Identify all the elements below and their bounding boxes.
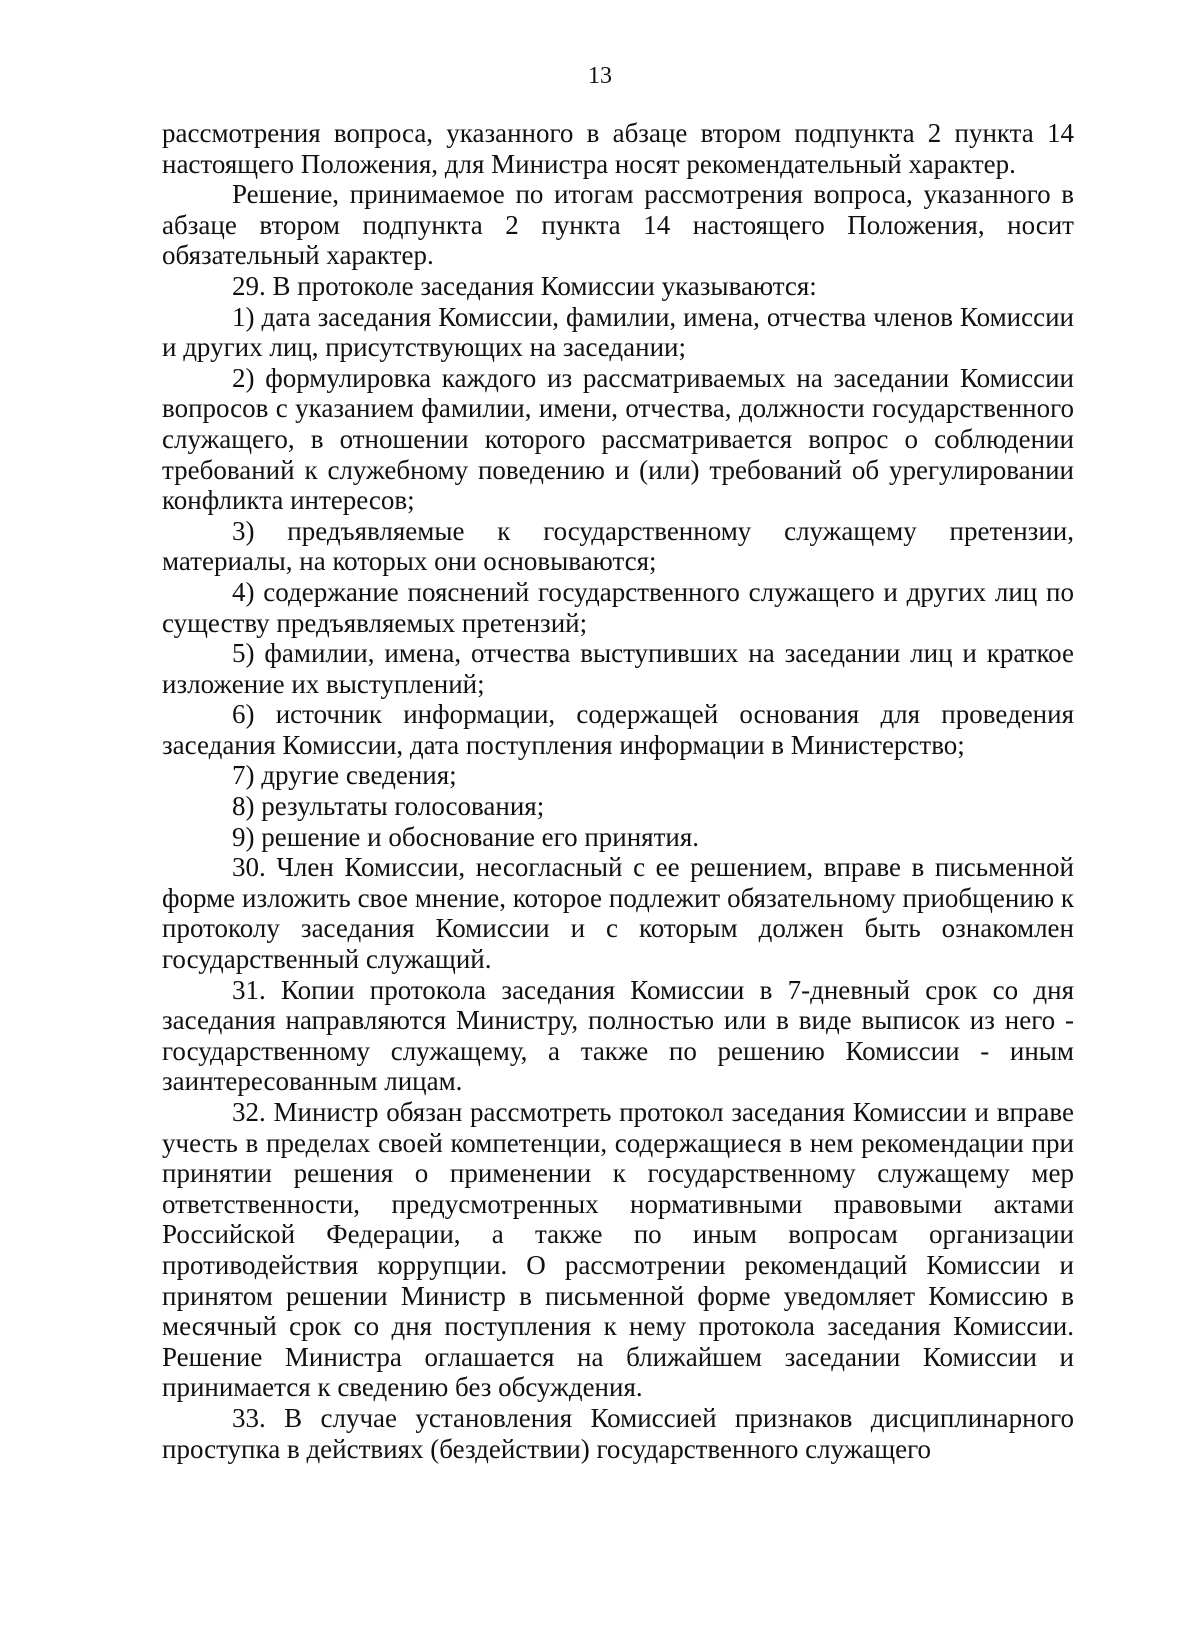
list-item-7: 7) другие сведения; xyxy=(232,760,457,791)
list-item-9: 9) решение и обоснование его принятия. xyxy=(232,821,700,852)
page-number: 13 xyxy=(588,63,612,89)
list-item-2: 2) формулировка каждого из рассматриваемых на заседании Комиссии вопросов с указанием фамилии, имени, отчества, должности государственного служащего, в отношении которого рассматривается вопрос о соблюдении требований к служебному поведению и (или) требований об урегулировании конфликта интересов; xyxy=(162,362,1074,516)
list-item-1: 1) дата заседания Комиссии, фамилии, имена, отчества членов Комиссии и других лиц, присутствующих на заседании; xyxy=(162,301,1074,363)
list-item-5: 5) фамилии, имена, отчества выступивших на заседании лиц и краткое изложение их выступлений; xyxy=(162,638,1074,699)
list-item-8: 8) результаты голосования; xyxy=(232,791,545,822)
paragraph-continuation: рассмотрения вопроса, указанного в абзаце втором подпункта 2 пункта 14 настоящего Положения, для Министра носят рекомендательный характер. xyxy=(162,118,1074,179)
paragraph-29: 29. В протоколе заседания Комиссии указываются: xyxy=(232,270,817,301)
paragraph-32: 32. Министр обязан рассмотреть протокол заседания Комиссии и вправе учесть в пределах своей компетенции, содержащиеся в нем рекомендации при принятии решения о применении к государственному служащему мер ответственности, предусмотренных нормативными правовыми актами Российской Федерации, а также по иным вопросам организации противодействия коррупции. О рассмотрении рекомендаций Комиссии и принятом решении Министр в письменной форме уведомляет Комиссию в месячный срок со дня поступления к нему протокола заседания Комиссии. Решение Министра оглашается на ближайшем заседании Комиссии и принимается к сведению без обсуждения. xyxy=(162,1097,1074,1403)
paragraph-decision: Решение, принимаемое по итогам рассмотрения вопроса, указанного в абзаце втором подпункта 2 пункта 14 настоящего Положения, носит обязательный характер. xyxy=(162,179,1074,271)
paragraph-33: 33. В случае установления Комиссией признаков дисциплинарного проступка в действиях (бездействии) государственного служащего xyxy=(162,1402,1074,1464)
list-item-3: 3) предъявляемые к государственному служащему претензии, материалы, на которых они основываются; xyxy=(162,515,1074,577)
paragraph-30: 30. Член Комиссии, несогласный с ее решением, вправе в письменной форме изложить свое мнение, которое подлежит обязательному приобщению к протоколу заседания Комиссии и с которым должен быть ознакомлен государственный служащий. xyxy=(162,852,1074,975)
document-body xyxy=(162,118,1074,1464)
list-item-6: 6) источник информации, содержащей основания для проведения заседания Комиссии, дата поступления информации в Министерство; xyxy=(162,699,1074,760)
paragraph-31: 31. Копии протокола заседания Комиссии в 7-дневный срок со дня заседания направляются Министру, полностью или в виде выписок из него - государственному служащему, а также по решению Комиссии - иным заинтересованным лицам. xyxy=(162,974,1074,1097)
list-item-4: 4) содержание пояснений государственного служащего и других лиц по существу предъявляемых претензий; xyxy=(162,576,1074,638)
